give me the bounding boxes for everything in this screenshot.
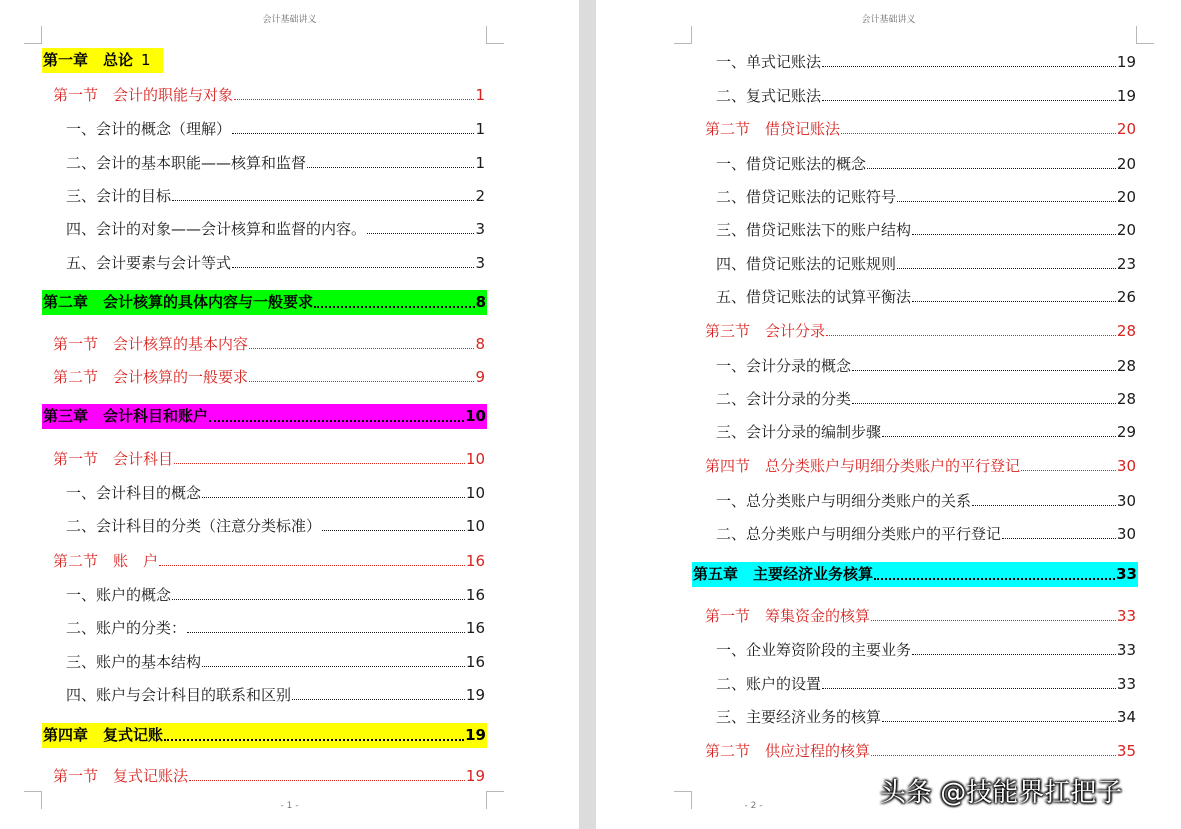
toc-page-number: 10 [465,517,485,535]
toc-page-number: 28 [1116,322,1136,340]
toc-title: 一、总分类账户与明细分类账户的关系 [716,492,972,510]
toc-title: 第一节 会计的职能与对象 [53,86,234,104]
dot-leader [202,497,465,498]
toc-page-number: 35 [1116,742,1136,760]
dot-leader [871,620,1116,621]
toc-title: 二、会计的基本职能——核算和监督 [66,154,307,172]
toc-title: 第三节 会计分录 [705,322,826,340]
toc-title: 二、账户的分类： [66,619,187,637]
toc-chapter[interactable] [42,723,487,748]
toc-item[interactable] [66,687,485,704]
toc-title: 第四节 总分类账户与明细分类账户的平行登记 [705,457,1021,475]
crop-mark [674,26,692,44]
toc-title: 一、借贷记账法的概念 [716,155,867,173]
toc-item[interactable] [716,709,1136,726]
toc-item[interactable] [66,620,485,637]
toc-title: 第二节 供应过程的核算 [705,742,871,760]
toc-page-number: 8 [475,335,485,353]
dot-leader [871,755,1116,756]
dot-leader [912,301,1116,302]
toc-page-number: 23 [1116,255,1136,273]
dot-leader [232,267,474,268]
toc-title: 二、账户的设置 [716,675,822,693]
toc-page-number: 34 [1116,708,1136,726]
dot-leader [209,420,464,422]
toc-page-number: 19 [465,767,485,785]
dot-leader [882,721,1116,722]
toc-page-number: 20 [1116,188,1136,206]
toc-title: 一、会计分录的概念 [716,357,852,375]
toc-item[interactable] [66,155,485,172]
toc-title: 二、复式记账法 [716,87,822,105]
dot-leader [249,381,474,382]
toc-title: 二、会计科目的分类（注意分类标准） [66,517,322,535]
dot-leader [822,688,1116,689]
document-page-2 [596,0,1181,829]
toc-title: 二、借贷记账法的记账符号 [716,188,897,206]
toc-page-number: 19 [465,726,486,744]
toc-item[interactable] [66,255,485,272]
toc-title: 第五章 主要经济业务核算 [693,565,874,583]
dot-leader [159,565,465,566]
toc-item[interactable] [66,518,485,535]
toc-item[interactable] [716,493,1136,510]
toc-item[interactable] [716,676,1136,693]
toc-section[interactable] [53,768,485,785]
toc-page-number: 16 [465,586,485,604]
toc-title: 第一节 会计核算的基本内容 [53,335,249,353]
dot-leader [822,100,1116,101]
dot-leader [189,780,465,781]
toc-title: 二、总分类账户与明细分类账户的平行登记 [716,525,1002,543]
toc-title: 第三章 会计科目和账户 [43,407,209,425]
toc-page-number: 33 [1116,675,1136,693]
toc-title: 第二节 借贷记账法 [705,120,841,138]
dot-leader [249,348,474,349]
toc-page-number: 28 [1116,357,1136,375]
toc-item[interactable] [716,156,1136,173]
toc-section[interactable] [53,553,485,570]
toc-page-number: 1 [475,154,485,172]
toc-page-number: 20 [1116,155,1136,173]
toc-chapter[interactable] [42,290,487,315]
toc-title: 第一章 总论 [43,51,134,69]
watermark-text: 头条 @技能界扛把子 [880,778,1123,808]
dot-leader [187,632,465,633]
toc-section[interactable] [705,458,1136,475]
toc-title: 第一节 会计科目 [53,450,174,468]
toc-page-number: 33 [1116,641,1136,659]
toc-page-number: 20 [1116,120,1136,138]
toc-page-number: 30 [1116,525,1136,543]
toc-title: 四、账户与会计科目的联系和区别 [66,686,292,704]
toc-page-number: 28 [1116,390,1136,408]
toc-item[interactable] [716,88,1136,105]
toc-item[interactable] [716,642,1136,659]
toc-section[interactable] [53,87,485,104]
toc-title: 五、借贷记账法的试算平衡法 [716,288,912,306]
page-gap [579,0,596,829]
toc-chapter[interactable] [692,562,1138,587]
toc-title: 二、会计分录的分类 [716,390,852,408]
toc-page-number: 2 [475,187,485,205]
dot-leader [164,739,464,741]
toc-section[interactable] [53,451,485,468]
toc-title: 一、单式记账法 [716,53,822,71]
dot-leader [897,201,1116,202]
dot-leader [322,530,465,531]
toc-section[interactable] [53,369,485,386]
toc-title: 三、会计的目标 [66,187,172,205]
toc-page-number: 10 [465,484,485,502]
toc-title: 第二节 会计核算的一般要求 [53,368,249,386]
toc-item[interactable] [66,121,485,138]
toc-title: 三、借贷记账法下的账户结构 [716,221,912,239]
toc-item[interactable] [66,587,485,604]
dot-leader [972,505,1116,506]
dot-leader [852,370,1116,371]
toc-page-number: 3 [475,220,485,238]
toc-section[interactable] [705,608,1136,625]
toc-item[interactable] [716,424,1136,441]
toc-title: 一、会计科目的概念 [66,484,202,502]
dot-leader [841,133,1116,134]
dot-leader [867,168,1116,169]
dot-leader [202,666,465,667]
dot-leader [912,654,1116,655]
toc-item[interactable] [716,391,1136,408]
toc-page-number: 19 [465,686,485,704]
dot-leader [234,99,474,100]
crop-mark [24,26,42,44]
toc-title: 五、会计要素与会计等式 [66,254,232,272]
page-header: 会计基础讲义 [262,15,317,25]
toc-title: 第二章 会计核算的具体内容与一般要求 [43,293,314,311]
dot-leader [172,599,465,600]
toc-title: 三、主要经济业务的核算 [716,708,882,726]
toc-page-number: 29 [1116,423,1136,441]
toc-page-number: 1 [475,120,485,138]
dot-leader [882,436,1116,437]
page-number: - 1 - [280,801,299,811]
dot-leader [912,234,1116,235]
toc-title: 一、企业筹资阶段的主要业务 [716,641,912,659]
toc-item[interactable] [66,221,485,238]
toc-page-number: 1 [141,51,151,69]
toc-page-number: 26 [1116,288,1136,306]
toc-item[interactable] [716,289,1136,306]
toc-item[interactable] [716,256,1136,273]
toc-page-number: 10 [465,450,485,468]
toc-page-number: 16 [465,619,485,637]
dot-leader [172,200,474,201]
toc-section[interactable] [53,336,485,353]
toc-title: 一、账户的概念 [66,586,172,604]
toc-page-number: 10 [465,407,486,425]
toc-page-number: 16 [465,552,485,570]
toc-page-number: 20 [1116,221,1136,239]
dot-leader [367,233,474,234]
toc-title: 第一节 复式记账法 [53,767,189,785]
toc-page-number: 19 [1116,53,1136,71]
toc-item[interactable] [716,54,1136,71]
dot-leader [174,463,465,464]
dot-leader [826,335,1116,336]
toc-title: 第二节 账 户 [53,552,159,570]
toc-title: 一、会计的概念（理解） [66,120,232,138]
dot-leader [852,403,1116,404]
toc-title: 四、借贷记账法的记账规则 [716,255,897,273]
toc-title: 三、会计分录的编制步骤 [716,423,882,441]
page-number: - 2 - [744,801,763,811]
toc-item[interactable] [716,189,1136,206]
crop-mark [1136,26,1154,44]
toc-title: 四、会计的对象——会计核算和监督的内容。 [66,220,367,238]
dot-leader [307,167,474,168]
toc-title: 第一节 筹集资金的核算 [705,607,871,625]
toc-page-number: 19 [1116,87,1136,105]
dot-leader [874,578,1115,580]
toc-page-number: 3 [475,254,485,272]
dot-leader [314,306,475,308]
toc-page-number: 30 [1116,457,1136,475]
toc-item[interactable] [716,358,1136,375]
toc-page-number: 16 [465,653,485,671]
toc-chapter[interactable] [42,48,163,73]
document-page-1 [0,0,579,829]
toc-page-number: 9 [475,368,485,386]
toc-page-number: 8 [475,293,486,311]
dot-leader [1002,538,1116,539]
toc-item[interactable] [716,526,1136,543]
toc-page-number: 33 [1116,607,1136,625]
crop-mark [486,26,504,44]
toc-chapter[interactable] [42,404,487,429]
toc-page-number: 33 [1116,565,1137,583]
toc-item[interactable] [66,654,485,671]
dot-leader [897,268,1116,269]
toc-title: 第四章 复式记账 [43,726,164,744]
toc-item[interactable] [716,222,1136,239]
toc-page-number: 30 [1116,492,1136,510]
toc-title: 三、账户的基本结构 [66,653,202,671]
toc-section[interactable] [705,323,1136,340]
dot-leader [822,66,1116,67]
dot-leader [1021,470,1116,471]
toc-section[interactable] [705,121,1136,138]
dot-leader [232,133,474,134]
page-header: 会计基础讲义 [861,15,916,25]
toc-item[interactable] [66,485,485,502]
toc-page-number: 1 [475,86,485,104]
dot-leader [292,699,465,700]
toc-section[interactable] [705,743,1136,760]
toc-item[interactable] [66,188,485,205]
